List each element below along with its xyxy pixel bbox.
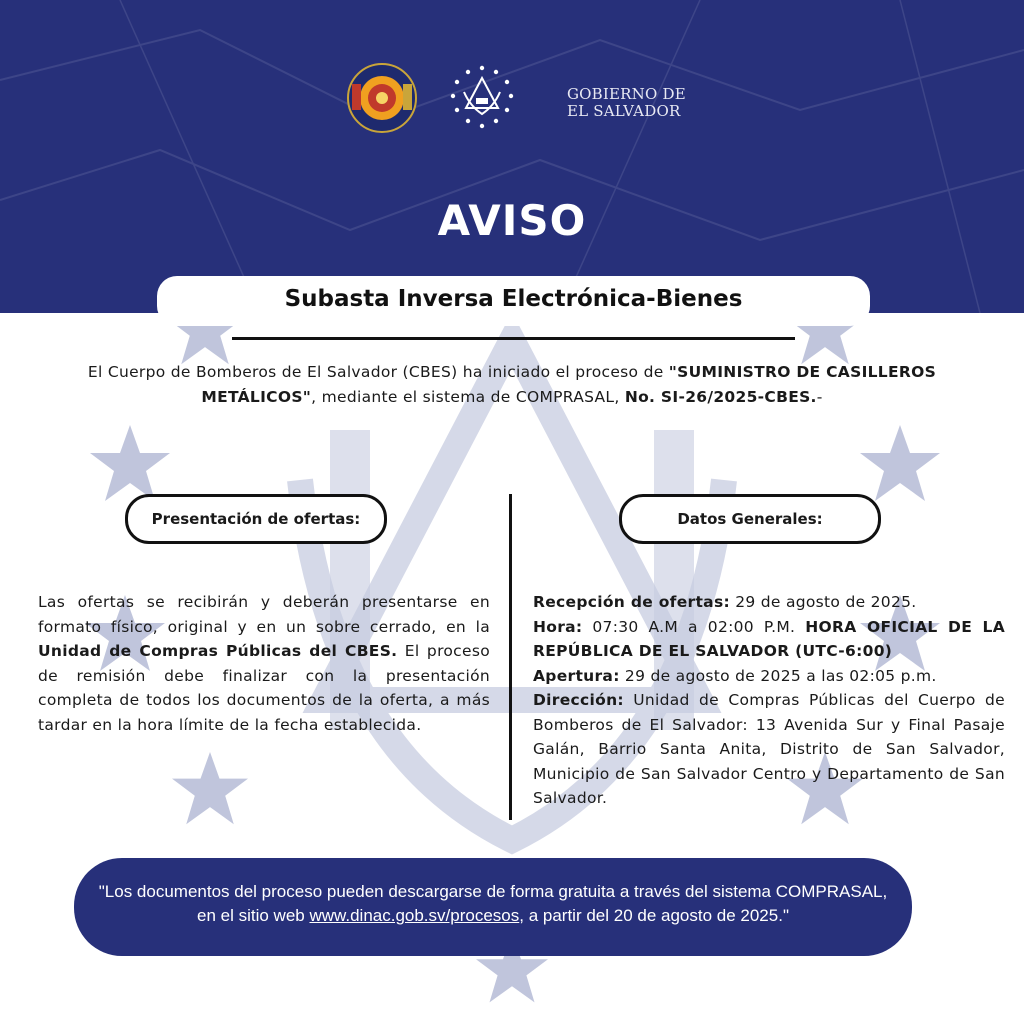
gobierno-wordmark: [567, 86, 686, 120]
gobierno-line1: GOBIERNO DE: [567, 85, 686, 103]
subtitle: Subasta Inversa Electrónica-Bienes: [284, 286, 743, 312]
column-divider: [509, 494, 512, 820]
unidad-compras-bold: Unidad de Compras Públicas del CBES.: [38, 642, 398, 660]
hora-line: Hora: 07:30 A.M a 02:00 P.M. HORA OFICIAL DE LA REPÚBLICA DE EL SALVADOR (UTC-6:00): [533, 617, 1006, 660]
subtitle-underline: [232, 337, 795, 340]
direccion-line: Dirección: Unidad de Compras Públicas del Cuerpo de Bomberos de El Salvador: 13 Avenida Sur y Final Pasaje Galán, Barrio Santa Anita, Distrito de San Salvador, Municipio de San Salvador Centro y Departamento de San Salvador.: [533, 691, 1005, 807]
bomberos-logo: [346, 62, 418, 134]
logos-row: [0, 62, 1024, 134]
footer-text: "Los documentos del proceso pueden descargarse de forma gratuita a través del sistema COMPRASAL, en el sitio web www.dinac.gob.sv/procesos, a partir del 20 de agosto de 2025.": [98, 882, 888, 925]
datos-generales-text: [533, 590, 1005, 811]
page-title: AVISO: [437, 196, 587, 245]
recepcion-line: Recepción de ofertas: 29 de agosto de 2025.: [533, 593, 917, 611]
presentacion-heading: Presentación de ofertas:: [125, 494, 387, 544]
presentacion-text: Las ofertas se recibirán y deberán presentarse en formato físico, original y en un sobre cerrado, en la Unidad de Compras Públicas del CBES. El proceso de remisión debe finalizar con la presentación completa de todos los documentos de la oferta, a más tardar en la hora límite de la fecha establecida.: [38, 593, 490, 734]
dinac-link[interactable]: www.dinac.gob.sv/procesos: [309, 906, 520, 925]
gobierno-line2: EL SALVADOR: [567, 102, 681, 120]
intro-paragraph: El Cuerpo de Bomberos de El Salvador (CBES) ha iniciado el proceso de "SUMINISTRO DE CASILLEROS METÁLICOS", mediante el sistema de COMPRASAL, No. SI-26/2025-CBES.-: [87, 363, 937, 406]
datos-generales-heading: Datos Generales:: [619, 494, 881, 544]
process-number: No. SI-26/2025-CBES.: [624, 388, 817, 406]
escudo-el-salvador-logo: [446, 62, 518, 134]
apertura-line: Apertura: 29 de agosto de 2025 a las 02:05 p.m.: [533, 666, 937, 685]
header-banner: [0, 0, 1024, 313]
crumpled-paper-texture: [0, 0, 1024, 313]
project-name: "SUMINISTRO DE CASILLEROS METÁLICOS": [201, 363, 937, 406]
